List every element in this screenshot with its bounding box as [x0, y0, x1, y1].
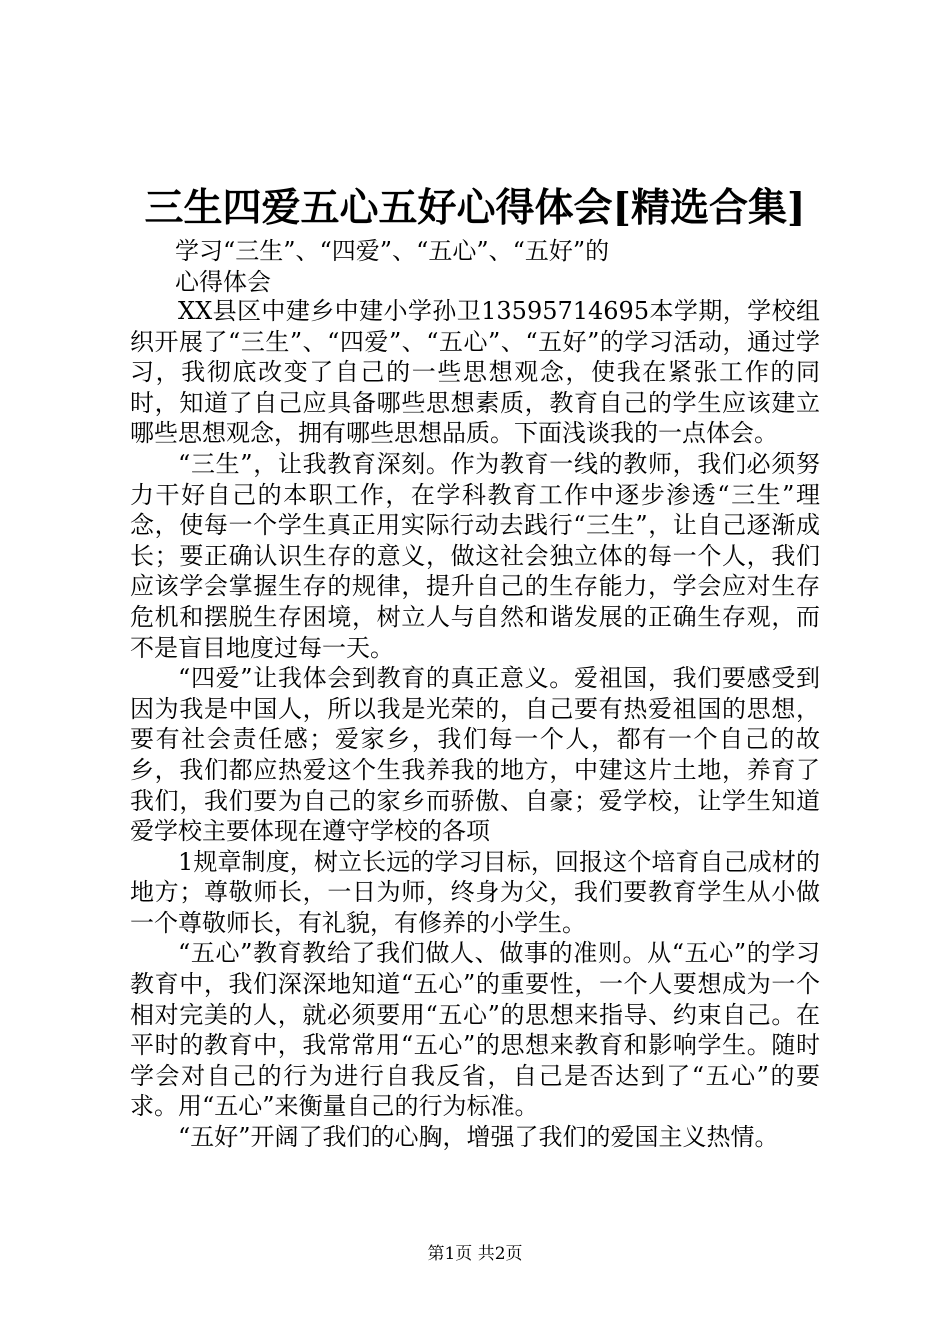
paragraph-san-sheng: “三生”，让我教育深刻。作为教育一线的教师，我们必须努力干好自己的本职工作，在学科教育工作中逐步渗透“三生”理念，使每一个学生真正用实际行动去践行“三生”，让自己逐渐成长；要正确认识生存的意义，做这社会独立体的每一个人，我们应该学会掌握生存的规律，提升自己的生存能力，学会应对生存危机和摆脱生存困境，树立人与自然和谐发展的正确生存观，而不是盲目地度过每一天。 [130, 449, 820, 662]
paragraph-intro: XX县区中建乡中建小学孙卫13595714695本学期，学校组织开展了“三生”、“四爱”、“五心”、“五好”的学习活动，通过学习，我彻底改变了自己的一些思想观念，使我在紧张工作的同时，知道了自己应具备哪些思想素质，教育自己的学生应该建立哪些思想观念，拥有哪些思想品质。下面浅谈我的一点体会。 [130, 297, 820, 448]
page-number-footer: 第1页 共2页 [427, 1244, 523, 1264]
subtitle-line-2: 心得体会 [175, 267, 271, 296]
paragraph-rules: 1规章制度，树立长远的学习目标，回报这个培育自己成材的地方；尊敬师长，一日为师，终身为父，我们要教育学生从小做一个尊敬师长，有礼貌，有修养的小学生。 [130, 847, 820, 937]
subtitle-line-1: 学习“三生”、“四爱”、“五心”、“五好”的 [175, 237, 610, 265]
document-subtitle [175, 236, 795, 297]
document-body [130, 296, 820, 1153]
paragraph-si-ai: “四爱”让我体会到教育的真正意义。爱祖国，我们要感受到因为我是中国人，所以我是光荣的，自己要有热爱祖国的思想，要有社会责任感；爱家乡，我们每一个人，都有一个自己的故乡，我们都应热爱这个生我养我的地方，中建这片土地，养育了我们，我们要为自己的家乡而骄傲、自豪；爱学校，让学生知道爱学校主要体现在遵守学校的各项 [130, 664, 820, 846]
document-title: 三生四爱五心五好心得体会[精选合集] [144, 185, 806, 231]
paragraph-wu-xin: “五心”教育教给了我们做人、做事的准则。从“五心”的学习教育中，我们深深地知道“五心”的重要性，一个人要想成为一个相对完美的人，就必须要用“五心”的思想来指导、约束自己。在平时的教育中，我常常用“五心”的思想来教育和影响学生。随时学会对自己的行为进行自我反省，自己是否达到了“五心”的要求。用“五心”来衡量自己的行为标准。 [130, 939, 820, 1121]
paragraph-wu-hao: “五好”开阔了我们的心胸，增强了我们的爱国主义热情。 [178, 1123, 779, 1152]
